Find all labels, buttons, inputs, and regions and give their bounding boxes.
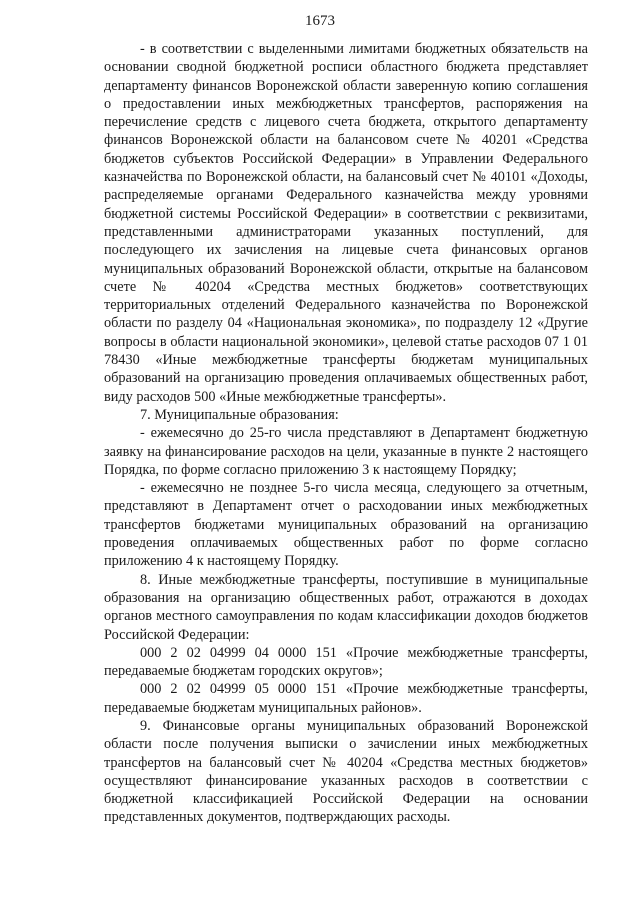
paragraph-7-monthly-report: - ежемесячно не позднее 5-го числа месяца, следующего за отчетным, представляют в Департамент отчет о расходовании иных межбюджетных трансфертов бюджетами муниципальных образований на организацию проведения оплачиваемых общественных работ по форме согласно приложению 4 к настоящему Порядку. bbox=[104, 480, 588, 570]
paragraph-limits: - в соответствии с выделенными лимитами бюджетных обязательств на основании сводной бюджетной росписи областного бюджета представляет департаменту финансов Воронежской области заверенную копию соглашения о предоставлении иных межбюджетных трансфертов, распоряжения на перечисление средств с лицевого счета бюджета, открытого департаменту финансов Воронежской области на балансовом счете № 40201 «Средства бюджетов субъектов Российской Федерации» в Управлении Федерального казначейства по Воронежской области, на балансовый счет № 40101 «Доходы, распределяемые органами Федерального казначейства между уровнями бюджетной системы Российской Федерации» в соответствии с реквизитами, представленными администраторами указанных поступлений, для последующего их зачисления на лицевые счета финансовых органов муниципальных образований Воронежской области, открытые на балансовом счете № 40204 «Средства местных бюджетов» соответствующих территориальных отделений Федерального казначейства по Воронежской области по разделу 04 «Национальная экономика», по подразделу 12 «Другие вопросы в области национальной экономики», целевой статье расходов 07 1 01 78430 «Иные межбюджетные трансферты бюджетам муниципальных образований на организацию проведения оплачиваемых общественных работ, виду расходов 500 «Иные межбюджетные трансферты». bbox=[104, 41, 588, 405]
paragraph-8-code-urban: 000 2 02 04999 04 0000 151 «Прочие межбюджетные трансферты, передаваемые бюджетам городских округов»; bbox=[104, 644, 588, 680]
paragraph-9: 9. Финансовые органы муниципальных образований Воронежской области после получения выписки о зачислении иных межбюджетных трансфертов на балансовый счет № 40204 «Средства местных бюджетов» осуществляют финансирование указанных расходов в соответствии с бюджетной классификацией Российской Федерации на основании представленных документов, подтверждающих расходы. bbox=[104, 717, 588, 826]
paragraph-7-heading: 7. Муниципальные образования: bbox=[140, 406, 339, 423]
paragraph-7-monthly-request: - ежемесячно до 25-го числа представляют в Департамент бюджетную заявку на финансирование расходов на цели, указанные в пункте 2 настоящего Порядка, по форме согласно приложению 3 к настоящему Порядку; bbox=[104, 425, 588, 478]
paragraph-8: 8. Иные межбюджетные трансферты, поступившие в муниципальные образования на организацию общественных работ, отражаются в доходах органов местного самоуправления по кодам классификации доходов бюджетов Российской Федерации: bbox=[104, 571, 588, 643]
document-body bbox=[104, 40, 588, 827]
page-number: 1673 bbox=[305, 13, 335, 29]
paragraph-8-code-district: 000 2 02 04999 05 0000 151 «Прочие межбюджетные трансферты, передаваемые бюджетам муниципальных районов». bbox=[104, 681, 588, 716]
